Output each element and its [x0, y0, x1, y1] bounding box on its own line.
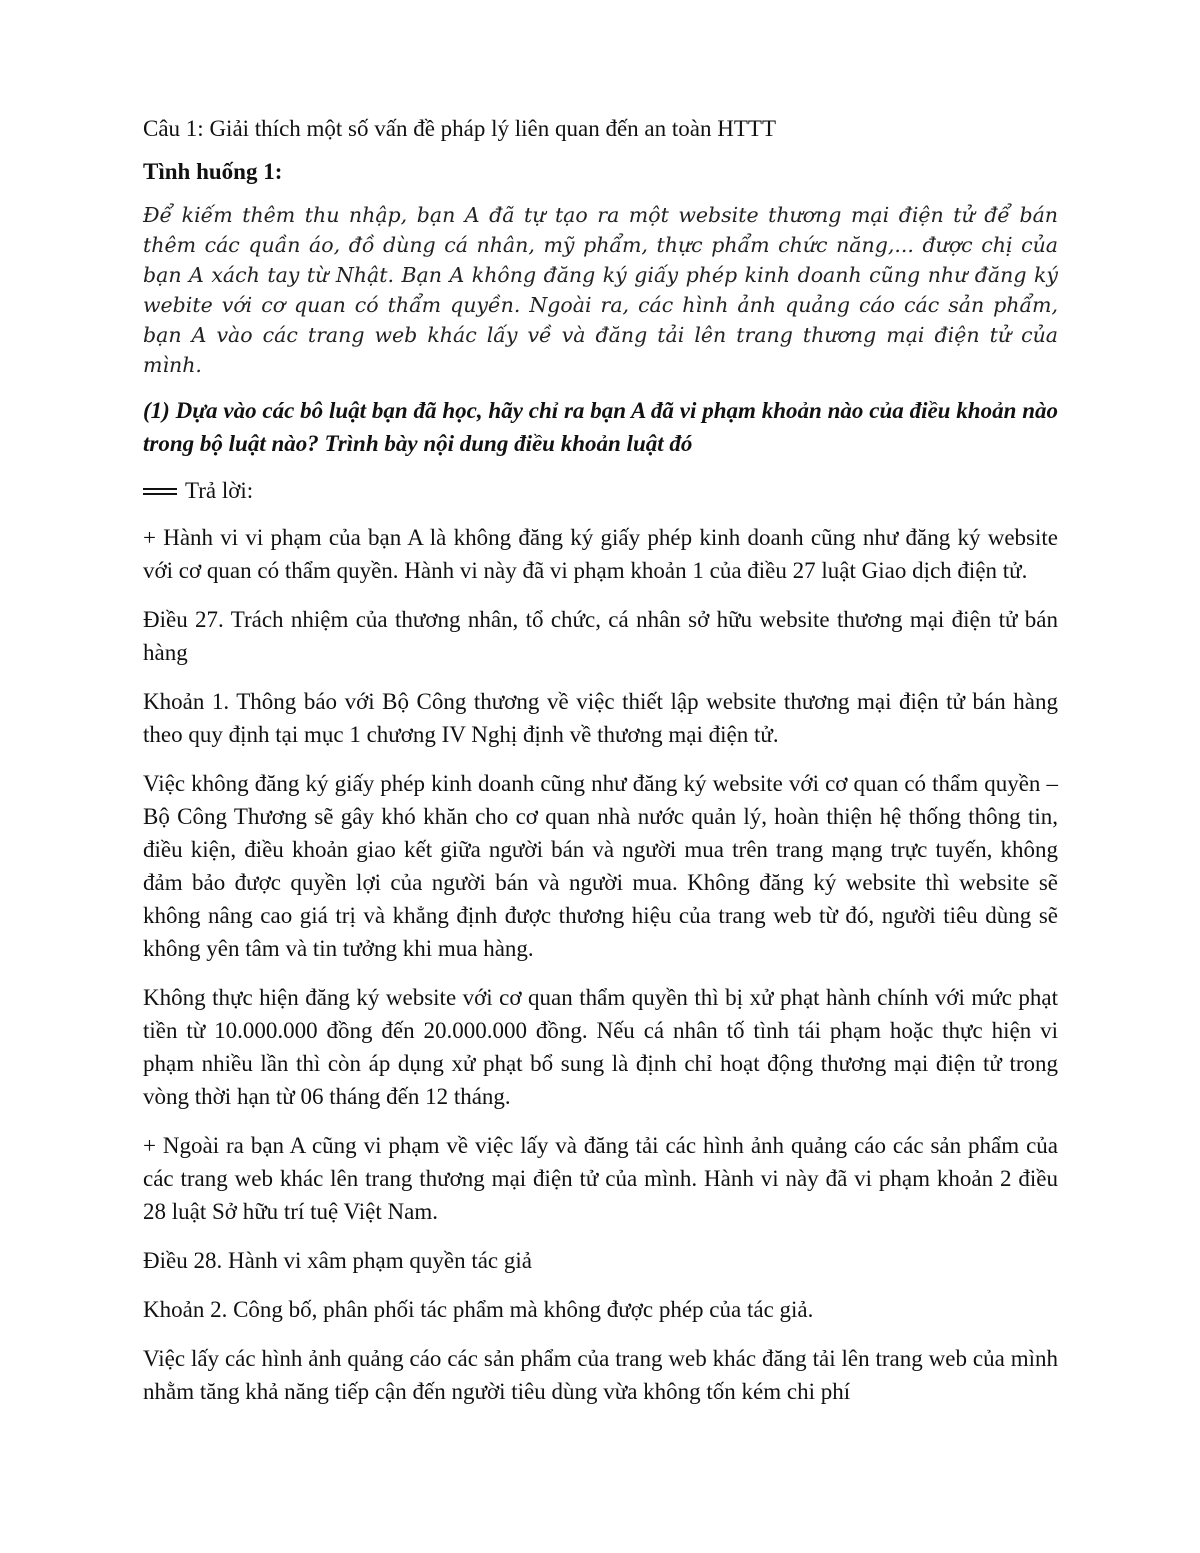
paragraph-article-27: Điều 27. Trách nhiệm của thương nhân, tổ chức, cá nhân sở hữu website thương mại điện tử bán hàng: [143, 607, 1058, 665]
paragraph-clause-2: Khoản 2. Công bố, phân phối tác phẩm mà không được phép của tác giả.: [143, 1297, 814, 1322]
answer-label: Trả lời:: [185, 478, 254, 503]
paragraph-conclusion: Việc lấy các hình ảnh quảng cáo các sản phẩm của trang web khác đăng tải lên trang web của mình nhằm tăng khả năng tiếp cận đến người tiêu dùng vừa không tốn kém chi phí: [143, 1346, 1058, 1404]
double-arrow-icon: [143, 485, 177, 497]
question-title: Câu 1: Giải thích một số vấn đề pháp lý liên quan đến an toàn HTTT: [143, 116, 776, 141]
paragraph-violation-2: + Ngoài ra bạn A cũng vi phạm về việc lấy và đăng tải các hình ảnh quảng cáo các sản phẩm của các trang web khác lên trang thương mại điện tử của mình. Hành vi này đã vi phạm khoản 2 điều 28 luật Sở hữu trí tuệ Việt Nam.: [143, 1133, 1058, 1224]
paragraph-clause-1: Khoản 1. Thông báo với Bộ Công thương về việc thiết lập website thương mại điện tử bán hàng theo quy định tại mục 1 chương IV Nghị định về thương mại điện tử.: [143, 689, 1058, 747]
scenario-text: Để kiếm thêm thu nhập, bạn A đã tự tạo ra một website thương mại điện tử để bán thêm các quần áo, đồ dùng cá nhân, mỹ phẩm, thực phẩm chức năng,... được chị của bạn A xách tay từ Nhật. Bạn A không đăng ký giấy phép kinh doanh cũng như đăng ký webite với cơ quan có thẩm quyền. Ngoài ra, các hình ảnh quảng cáo các sản phẩm, bạn A vào các trang web khác lấy về và đăng tải lên trang thương mại điện tử của mình.: [143, 203, 1058, 377]
paragraph-penalty: Không thực hiện đăng ký website với cơ quan thẩm quyền thì bị xử phạt hành chính với mức phạt tiền từ 10.000.000 đồng đến 20.000.000 đồng. Nếu cá nhân tố tình tái phạm hoặc thực hiện vi phạm nhiều lần thì còn áp dụng xử phạt bổ sung là định chỉ hoạt động thương mại điện tử trong vòng thời hạn từ 06 tháng đến 12 tháng.: [143, 985, 1058, 1109]
paragraph-consequence: Việc không đăng ký giấy phép kinh doanh cũng như đăng ký website với cơ quan có thẩm quyền – Bộ Công Thương sẽ gây khó khăn cho cơ quan nhà nước quản lý, hoàn thiện hệ thống thông tin, điều kiện, điều khoản giao kết giữa người bán và người mua trên trang mạng trực tuyến, không đảm bảo được quyền lợi của người bán và người mua. Không đăng ký website thì website sẽ không nâng cao giá trị và khẳng định được thương hiệu của trang web từ đó, người tiêu dùng sẽ không yên tâm và tin tưởng khi mua hàng.: [143, 771, 1058, 961]
answer-line: [143, 474, 1058, 507]
sub-question: (1) Dựa vào các bô luật bạn đã học, hãy chỉ ra bạn A đã vi phạm khoản nào của điều khoản nào trong bộ luật nào? Trình bày nội dung điều khoản luật đó: [143, 398, 1058, 456]
document-page: [143, 112, 1058, 1424]
case-heading: Tình huống 1:: [143, 159, 283, 184]
paragraph-article-28: Điều 28. Hành vi xâm phạm quyền tác giả: [143, 1248, 532, 1273]
paragraph-violation-1: + Hành vi vi phạm của bạn A là không đăng ký giấy phép kinh doanh cũng như đăng ký website với cơ quan có thẩm quyền. Hành vi này đã vi phạm khoản 1 của điều 27 luật Giao dịch điện tử.: [143, 525, 1058, 583]
